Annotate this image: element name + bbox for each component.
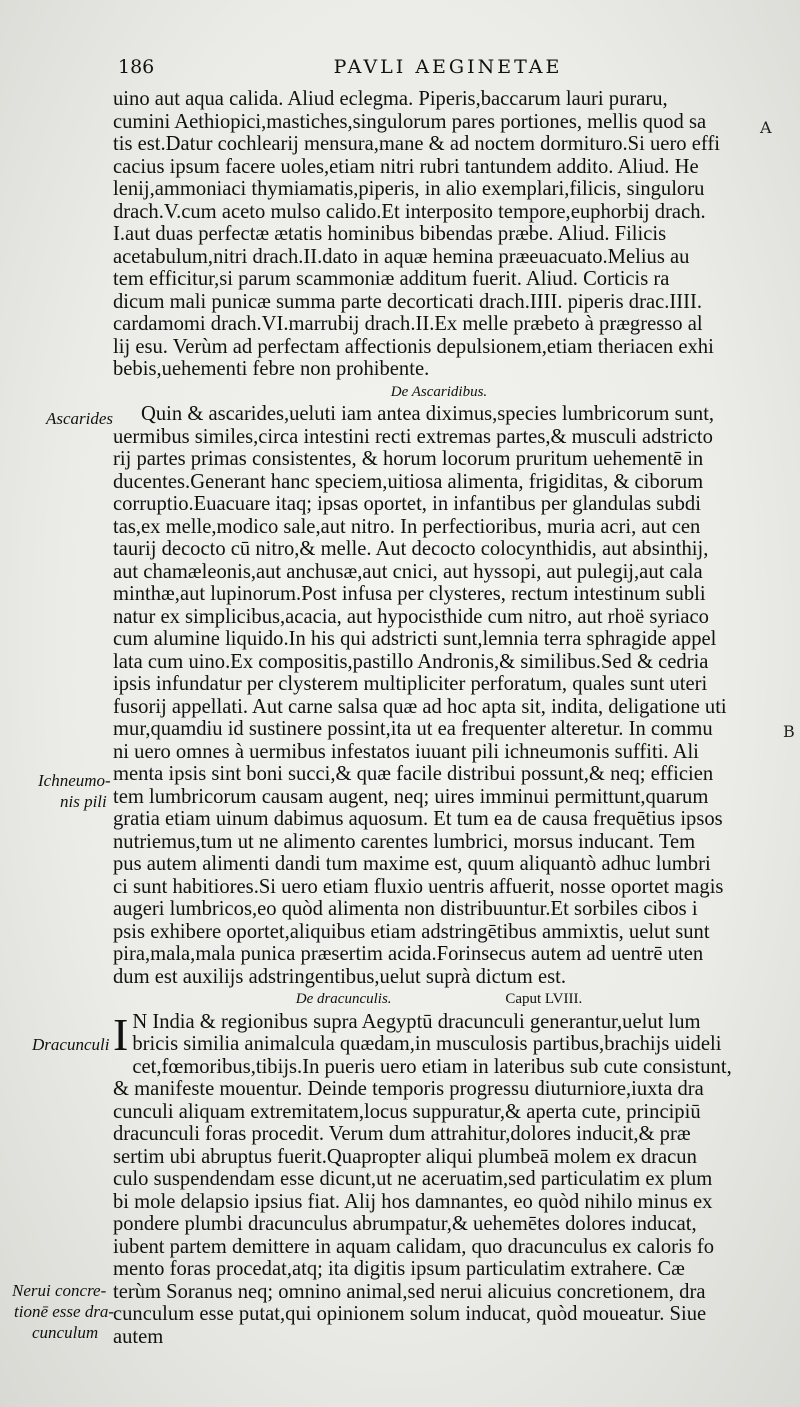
text-line: cardamomi drach.VI.marrubij drach.II.Ex melle præbeto à prægresso al bbox=[113, 313, 703, 335]
section-dracunculis bbox=[113, 1008, 765, 1349]
text-line: cunculi aliquam extremitatem,locus suppuratur,& aperta cute, principiū bbox=[113, 1100, 701, 1123]
heading-dracunculis-title: De dracunculis. bbox=[295, 991, 392, 1007]
text-line: fusorij appellati. Aut carne salsa quæ ad hoc apta sit, indita, deligatione uti bbox=[113, 695, 727, 718]
text-line: lij esu. Verùm ad perfectam affectionis depulsionem,etiam theriacen exhi bbox=[113, 335, 714, 358]
text-line: pira,mala,mala punica præsertim acida.Forinsecus autem ad uentrē uten bbox=[113, 943, 704, 965]
text-line: tem efficitur,si parum scammoniæ additum fuerit. Aliud. Corticis ra bbox=[113, 268, 670, 290]
margin-note-nerui-3: cunculum bbox=[32, 1323, 99, 1342]
text-line: dracunculi foras procedit. Verum dum attrahitur,dolores inducit,& præ bbox=[113, 1123, 691, 1145]
section-remedies bbox=[113, 88, 765, 381]
text-line: cacius ipsum facere uoles,etiam nitri rubri tantundem addito. Aliud. He bbox=[113, 155, 699, 178]
text-line: & manifeste mouentur. Deinde temporis progressu diuturniore,iuxta dra bbox=[113, 1078, 704, 1100]
text-line: culo suspendendam esse dicunt,ut ne aceruatim,sed particulatim ex plum bbox=[113, 1168, 713, 1190]
text-line: ducentes.Generant hanc speciem,uitiosa alimenta, frigiditas, & ciborum bbox=[113, 470, 704, 493]
text-line: tem lumbricorum causam augent, neq; uires imminui permittunt,quarum bbox=[113, 785, 709, 808]
text-line: iubent partem demittere in aquam calidam, quo dracunculus ex caloris fo bbox=[113, 1235, 715, 1258]
text-line: cunculum esse putat,qui opinionem solum inducat, quòd moueatur. Siue bbox=[113, 1303, 707, 1325]
text-line: dum est auxilijs adstringentibus,uelut suprà dictum est. bbox=[113, 965, 567, 988]
section-heading-dracunculis bbox=[113, 988, 765, 1011]
text-line: N India & regionibus supra Aegyptū dracunculi generantur,uelut lum bbox=[132, 1010, 701, 1033]
text-line: acetabulum,nitri drach.II.dato in aquæ hemina præeuacuato.Melius au bbox=[113, 245, 690, 268]
text-line: cum alumine liquido.In his qui adstricti sunt,lemnia terra sphragide appel bbox=[113, 628, 717, 650]
side-mark-a: A bbox=[760, 118, 772, 137]
text-line: ci sunt habitiores.Si uero etiam fluxio uentris affuerit, nosse oportet magis bbox=[113, 875, 724, 898]
text-line: uino aut aqua calida. Aliud eclegma. Piperis,baccarum lauri puraru, bbox=[113, 88, 668, 110]
text-line: mento foras procedat,atq; ita digitis ipsum particulatim extrahere. Cæ bbox=[113, 1258, 685, 1280]
text-line: bi mole delapsio ipsius fiat. Alij hos damnantes, eo quòd nihilo minus ex bbox=[113, 1190, 713, 1213]
text-line: dicum mali punicæ summa parte decorticati drach.IIII. piperis drac.IIII. bbox=[113, 290, 702, 313]
text-line: minthæ,aut lupinorum.Post infusa per clysteres, rectum intestinum subli bbox=[113, 583, 706, 605]
text-line: autem bbox=[113, 1325, 164, 1348]
main-text-column bbox=[113, 88, 765, 1348]
text-line: psis exhibere oportet,aliquibus etiam adstringētibus ammixtis, uelut sunt bbox=[113, 920, 710, 943]
text-line: gratia etiam uinum dabimus aquosum. Et tum ea de causa frequētius ipsos bbox=[113, 808, 723, 830]
margin-note-nerui-2: tionē esse dra- bbox=[14, 1302, 115, 1321]
margin-note-ascarides: Ascarides bbox=[46, 409, 114, 428]
text-line: bricis similia animalcula quædam,in musculosis partibus,brachijs uideli bbox=[132, 1033, 722, 1055]
text-line: uermibus similes,circa intestini recti extremas partes,& musculi adstricto bbox=[113, 425, 713, 448]
text-line: pondere plumbi dracunculus abrumpatur,& uehemētes dolores inducat, bbox=[113, 1213, 697, 1235]
margin-note-nerui-1: Nerui concre- bbox=[12, 1281, 107, 1300]
text-line: ni uero omnes à uermibus infestatos iuuant pili ichneumonis suffiti. Ali bbox=[113, 740, 699, 763]
side-mark-b: B bbox=[783, 722, 795, 741]
text-line: ipsis infundatur per clysterem multipliciter perforatum, quales sunt uteri bbox=[113, 673, 708, 695]
text-line: rij partes primas consistentes, & horum locorum pruritum uehementē in bbox=[113, 448, 704, 470]
text-line: cet,fœmoribus,tibijs.In pueris uero etiam in lateribus sub cute consistunt, bbox=[132, 1055, 732, 1078]
text-line: terùm Soranus neq; omnino animal,sed nerui alicuius concretionem, dra bbox=[113, 1280, 706, 1303]
margin-note-dracunculi: Dracunculi bbox=[32, 1035, 110, 1054]
text-line: bebis,uehementi febre non prohibente. bbox=[113, 358, 430, 380]
text-line: aut chamæleonis,aut anchusæ,aut cnici, aut hyssopi, aut pulegij,aut cala bbox=[113, 560, 703, 583]
chapter-number: Caput LVIII. bbox=[505, 991, 583, 1007]
text-line: augeri lumbricos,eo quòd alimenta non distribuuntur.Et sorbiles cibos i bbox=[113, 898, 698, 920]
text-line: taurij decocto cū nitro,& melle. Aut decocto colocynthidis, aut absinthij, bbox=[113, 538, 709, 560]
text-line: Quin & ascarides,ueluti iam antea diximus,species lumbricorum sunt, bbox=[141, 403, 715, 425]
text-line: lata cum uino.Ex compositis,pastillo Andronis,& similibus.Sed & cedria bbox=[113, 650, 709, 673]
text-line: corruptio.Euacuare itaq; ipsas oportet, in infantibus per glandulas subdi bbox=[113, 493, 701, 515]
text-line: lenij,ammoniaci thymiamatis,piperis, in alio exemplari,filicis, singuloru bbox=[113, 178, 705, 200]
text-line: nutriemus,tum ut ne alimento carentes lumbrici, morsus inducant. Tem bbox=[113, 830, 696, 853]
text-line: tis est.Datur cochlearij mensura,mane & ad noctem dormituro.Si uero effi bbox=[113, 133, 720, 155]
text-line: mur,quamdiu id sustinere possint,ita ut ea frequenter alteretur. In commu bbox=[113, 718, 713, 740]
text-line: cumini Aethiopici,mastiches,singulorum pares portiones, mellis quod sa bbox=[113, 110, 707, 133]
section-heading-ascarides: De Ascaridibus. bbox=[390, 383, 488, 400]
text-line: sertim ubi abruptus fuerit.Quapropter aliqui plumbeā molem ex dracun bbox=[113, 1145, 697, 1168]
page-number: 186 bbox=[118, 56, 155, 78]
text-line: tas,ex melle,modico sale,aut nitro. In perfectioribus, muria acri, aut cen bbox=[113, 515, 701, 538]
drop-cap-initial: I bbox=[113, 1008, 129, 1060]
section-ascarides bbox=[113, 403, 765, 988]
running-title: PAVLI AEGINETAE bbox=[333, 56, 563, 78]
text-line: menta ipsis sint boni succi,& quæ facile distribui possunt,& neq; efficien bbox=[113, 763, 714, 785]
text-line: drach.V.cum aceto mulso calido.Et interposito tempore,euphorbij drach. bbox=[113, 200, 706, 223]
margin-note-ichneumonis-1: Ichneumo- bbox=[38, 771, 111, 790]
text-line: I.aut duas perfectæ ætatis hominibus bibendas præbe. Aliud. Filicis bbox=[113, 223, 667, 245]
margin-note-ichneumonis-2: nis pili bbox=[60, 792, 107, 811]
text-line: natur ex simplicibus,acacia, aut hypocisthide cum nitro, aut rhoë syriaco bbox=[113, 605, 709, 628]
text-line: pus autem alimenti dandi tum maxime est, quum aliquantò adhuc lumbri bbox=[113, 853, 711, 875]
running-header bbox=[118, 56, 778, 82]
